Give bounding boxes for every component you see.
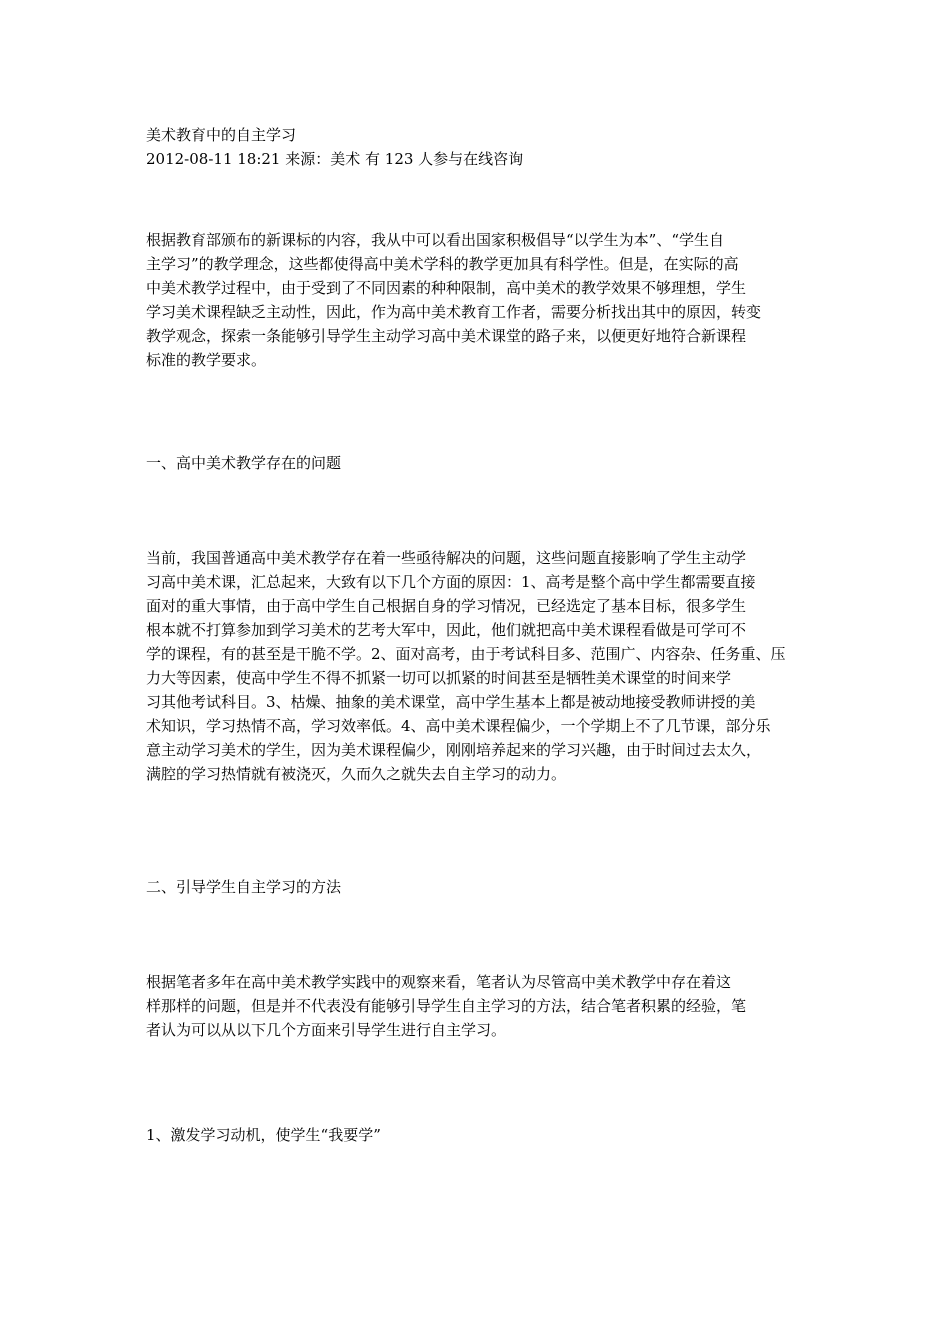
paragraph-line: 学的课程，有的甚至是干脆不学。2、面对高考，由于考试科目多、范围广、内容杂、任务重、压 bbox=[146, 645, 786, 663]
paragraph-line: 样那样的问题，但是并不代表没有能够引导学生自主学习的方法，结合笔者积累的经验，笔 bbox=[146, 997, 747, 1015]
document-meta bbox=[146, 148, 808, 170]
section-heading-1 bbox=[146, 452, 808, 474]
paragraph-line: 根据笔者多年在高中美术教学实践中的观察来看，笔者认为尽管高中美术教学中存在着这 bbox=[146, 973, 732, 991]
paragraph-line: 中美术教学过程中，由于受到了不同因素的种种限制，高中美术的教学效果不够理想，学生 bbox=[146, 279, 747, 297]
paragraph-line: 力大等因素，使高中学生不得不抓紧一切可以抓紧的时间甚至是牺牲美术课堂的时间来学 bbox=[146, 669, 732, 687]
subsection-heading-1 bbox=[146, 1124, 808, 1146]
paragraph-line: 者认为可以从以下几个方面来引导学生进行自主学习。 bbox=[146, 1021, 507, 1039]
intro-paragraph bbox=[146, 228, 808, 372]
paragraph-line: 根本就不打算参加到学习美术的艺考大军中，因此，他们就把高中美术课程看做是可学可不 bbox=[146, 621, 747, 639]
paragraph-line: 意主动学习美术的学生，因为美术课程偏少，刚刚培养起来的学习兴趣，由于时间过去太久， bbox=[146, 741, 762, 759]
section-heading-2 bbox=[146, 876, 808, 898]
section-2-paragraph bbox=[146, 970, 808, 1042]
title-text: 美术教育中的自主学习 bbox=[146, 126, 297, 144]
meta-text: 2012-08-11 18:21 来源：美术 有 123 人参与在线咨询 bbox=[146, 150, 524, 168]
paragraph-line: 学习美术课程缺乏主动性，因此，作为高中美术教育工作者，需要分析找出其中的原因，转变 bbox=[146, 303, 762, 321]
paragraph-line: 教学观念，探索一条能够引导学生主动学习高中美术课堂的路子来，以便更好地符合新课程 bbox=[146, 327, 747, 345]
subsection-heading-text: 1、激发学习动机，使学生“我要学” bbox=[146, 1126, 381, 1144]
paragraph-line: 主学习”的教学理念，这些都使得高中美术学科的教学更加具有科学性。但是，在实际的高 bbox=[146, 255, 739, 273]
paragraph-line: 面对的重大事情，由于高中学生自己根据自身的学习情况，已经选定了基本目标，很多学生 bbox=[146, 597, 747, 615]
paragraph-line: 满腔的学习热情就有被浇灭，久而久之就失去自主学习的动力。 bbox=[146, 765, 567, 783]
paragraph-line: 根据教育部颁布的新课标的内容，我从中可以看出国家积极倡导“以学生为本”、“学生自 bbox=[146, 231, 725, 249]
paragraph-line: 习高中美术课，汇总起来，大致有以下几个方面的原因：1、高考是整个高中学生都需要直接 bbox=[146, 573, 756, 591]
paragraph-line: 术知识，学习热情不高，学习效率低。4、高中美术课程偏少，一个学期上不了几节课，部分乐 bbox=[146, 717, 771, 735]
section-heading-text: 二、引导学生自主学习的方法 bbox=[146, 878, 342, 896]
section-1-paragraph bbox=[146, 546, 808, 786]
paragraph-line: 标准的教学要求。 bbox=[146, 351, 267, 369]
paragraph-line: 习其他考试科目。3、枯燥、抽象的美术课堂，高中学生基本上都是被动地接受教师讲授的美 bbox=[146, 693, 756, 711]
paragraph-line: 当前，我国普通高中美术教学存在着一些亟待解决的问题，这些问题直接影响了学生主动学 bbox=[146, 549, 747, 567]
document-title bbox=[146, 124, 808, 146]
section-heading-text: 一、高中美术教学存在的问题 bbox=[146, 454, 342, 472]
